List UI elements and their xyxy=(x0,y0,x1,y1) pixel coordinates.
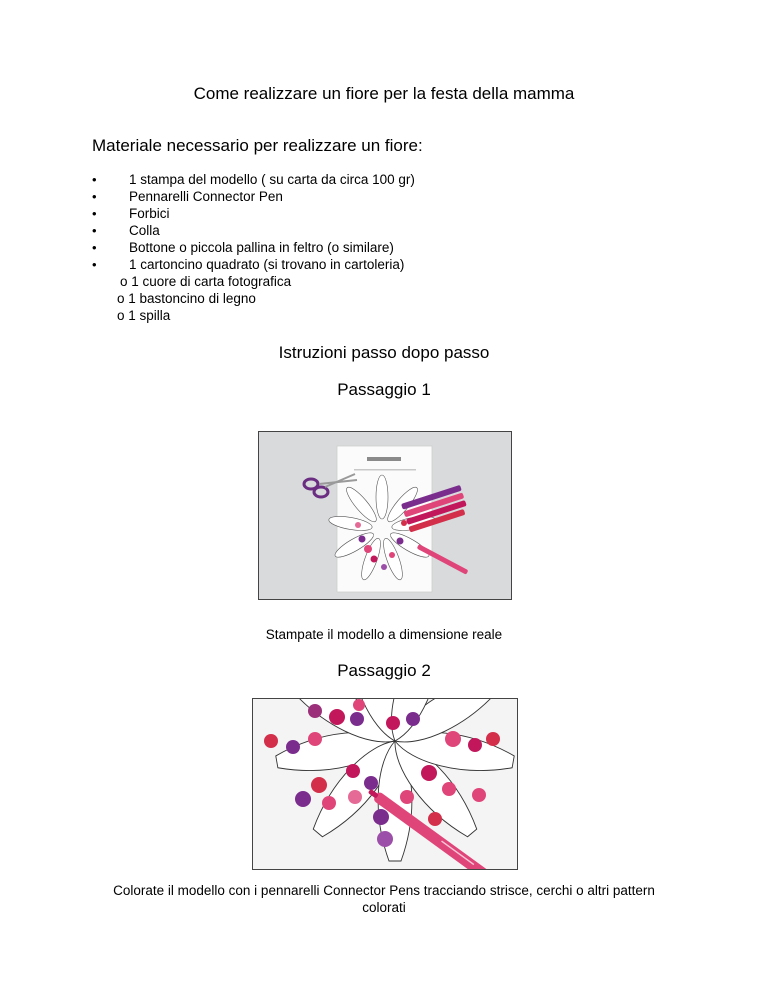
instructions-heading: Istruzioni passo dopo passo xyxy=(278,343,490,362)
materials-list xyxy=(92,171,415,273)
step-1-photo xyxy=(258,431,512,600)
list-item: • Bottone o piccola pallina in feltro (o similare) xyxy=(92,239,415,256)
step-1-title: Passaggio 1 xyxy=(337,380,431,399)
list-item: • Colla xyxy=(92,222,415,239)
step-2-photo xyxy=(252,698,518,870)
sub-materials-list xyxy=(117,273,291,324)
list-item: • 1 stampa del modello ( su carta da circa 100 gr) xyxy=(92,171,415,188)
list-item: • 1 cartoncino quadrato (si trovano in cartoleria) xyxy=(92,256,415,273)
materials-heading: Materiale necessario per realizzare un fiore: xyxy=(92,136,423,155)
step-1-caption: Stampate il modello a dimensione reale xyxy=(265,627,503,642)
document-title: Come realizzare un fiore per la festa della mamma xyxy=(193,84,575,103)
sub-list-item: o 1 bastoncino di legno xyxy=(117,291,256,306)
step-2-title: Passaggio 2 xyxy=(337,661,431,680)
list-item: • Pennarelli Connector Pen xyxy=(92,188,415,205)
list-item: • Forbici xyxy=(92,205,415,222)
sub-list-item: o 1 spilla xyxy=(117,308,171,323)
sub-list-item: o 1 cuore di carta fotografica xyxy=(120,274,292,289)
step-2-caption: Colorate il modello con i pennarelli Connector Pens tracciando strisce, cerchi o altri pattern colorati xyxy=(113,883,655,915)
